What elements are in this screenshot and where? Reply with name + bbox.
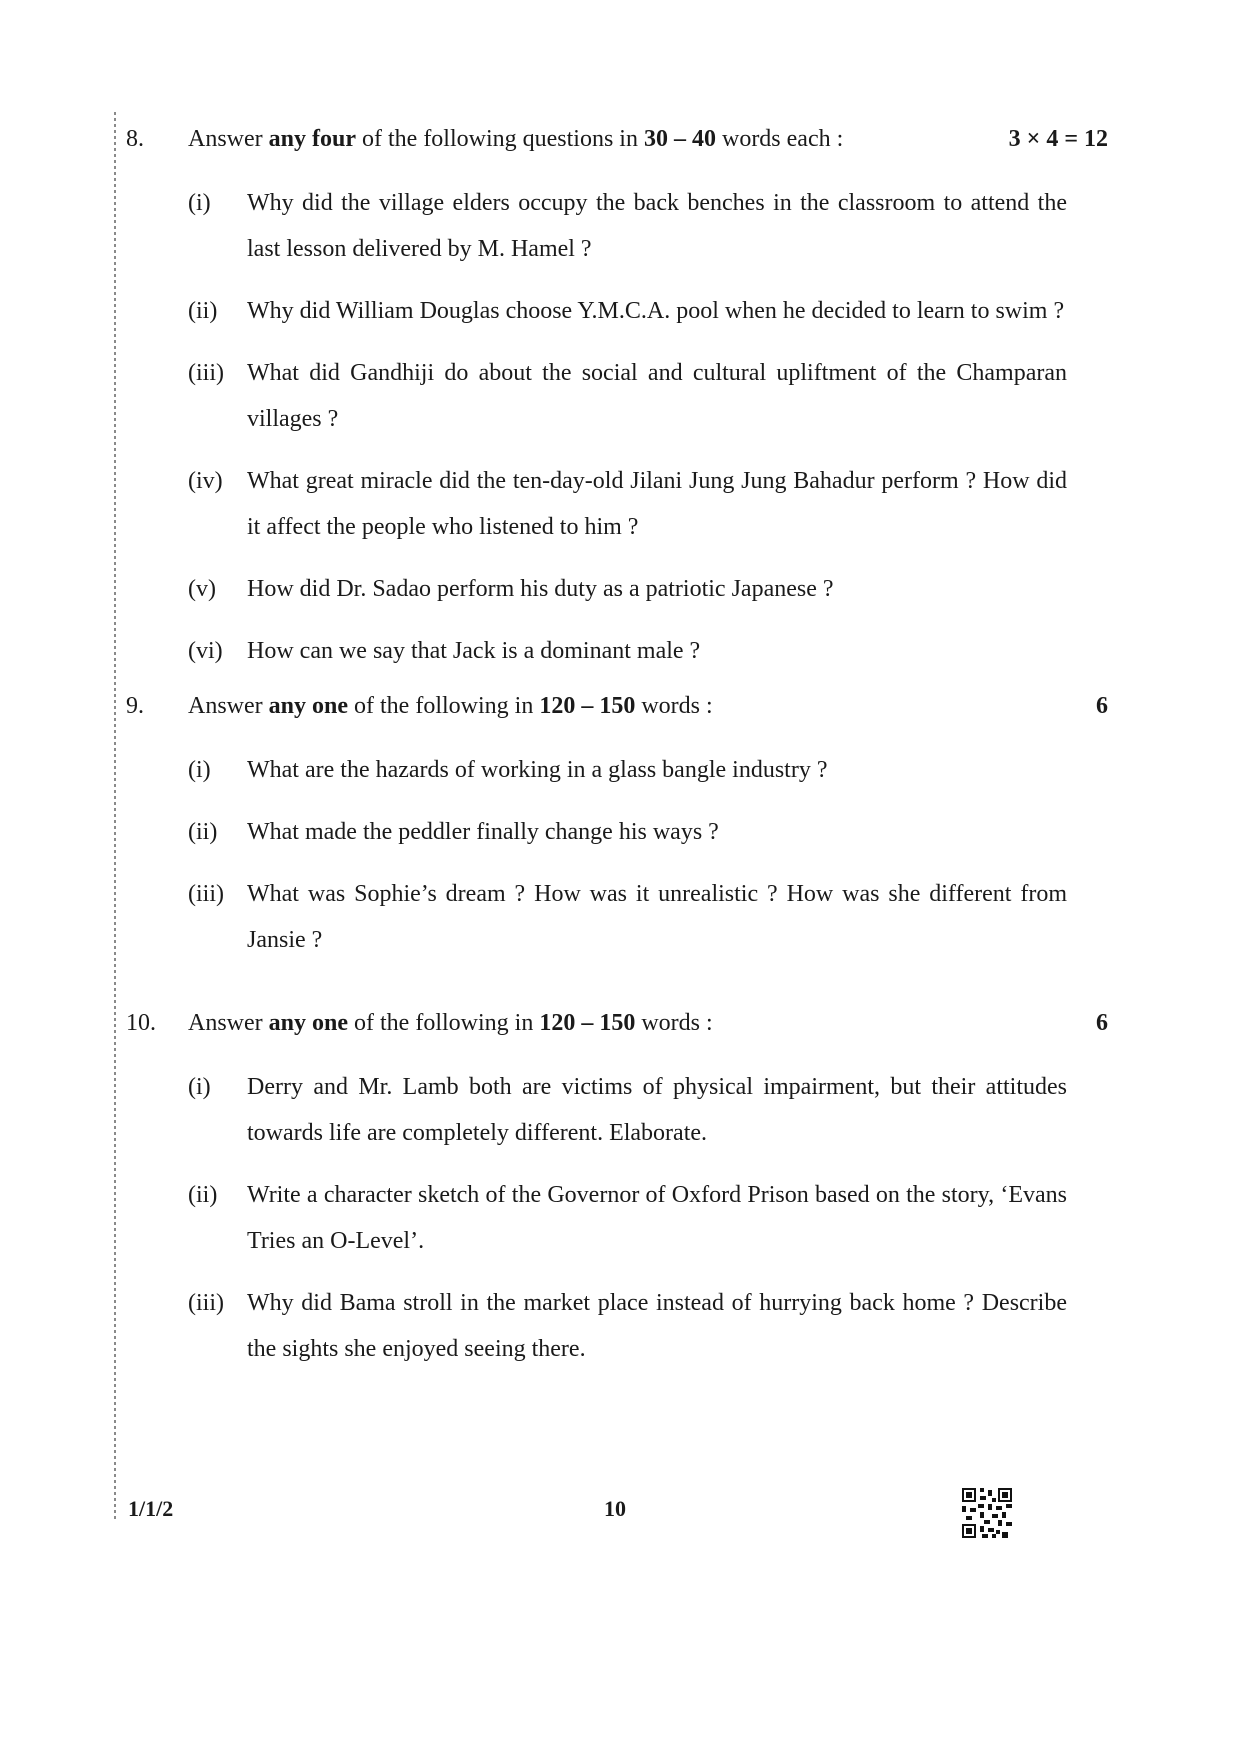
sub-question-text: How did Dr. Sadao perform his duty as a patriotic Japanese ? [247, 576, 834, 602]
sub-question-list [126, 747, 1108, 963]
question-instruction: Answer any one of the following in 120 – 150 words : [188, 1010, 713, 1036]
sub-question-text: How can we say that Jack is a dominant male ? [247, 638, 701, 664]
sub-question [126, 350, 1108, 442]
sub-question-number: (iii) [188, 881, 224, 907]
sub-question-text: What made the peddler finally change his ways ? [247, 819, 719, 845]
sub-question-text: What great miracle did the ten-day-old Jilani Jung Jung Bahadur perform ? How did it affect the people who listened to him ? [247, 468, 1067, 540]
question-8-header [126, 126, 1108, 166]
sub-question-number: (i) [188, 1074, 211, 1100]
question-marks: 6 [1096, 693, 1108, 719]
sub-question [126, 628, 1108, 674]
page-number: 10 [604, 1496, 626, 1521]
sub-question-text: Why did Bama stroll in the market place instead of hurrying back home ? Describe the sights she enjoyed seeing there. [247, 1290, 1067, 1362]
sub-question-text: Derry and Mr. Lamb both are victims of physical impairment, but their attitudes towards life are completely different. Elaborate. [247, 1074, 1067, 1146]
question-8 [126, 126, 1108, 674]
sub-question-text: Write a character sketch of the Governor of Oxford Prison based on the story, ‘Evans Tries an O-Level’. [247, 1182, 1067, 1254]
paper-code: 1/1/2 [128, 1496, 174, 1521]
sub-question-text: What did Gandhiji do about the social and cultural upliftment of the Champaran villages ? [247, 360, 1067, 432]
sub-question [126, 809, 1108, 855]
sub-question [126, 180, 1108, 272]
sub-question [126, 566, 1108, 612]
sub-question [126, 747, 1108, 793]
question-number: 10. [126, 1010, 156, 1036]
sub-question-text: Why did the village elders occupy the back benches in the classroom to attend the last lesson delivered by M. Hamel ? [247, 190, 1067, 262]
sub-question-number: (iv) [188, 468, 223, 494]
sub-question-number: (vi) [188, 638, 223, 664]
binding-margin-line [114, 112, 116, 1522]
sub-question-text: Why did William Douglas choose Y.M.C.A. pool when he decided to learn to swim ? [247, 298, 1065, 324]
question-9 [126, 693, 1108, 963]
question-9-header [126, 693, 1108, 733]
sub-question [126, 1280, 1108, 1372]
sub-question [126, 1064, 1108, 1156]
question-instruction: Answer any four of the following questions in 30 – 40 words each : [188, 126, 844, 152]
question-marks: 3 × 4 = 12 [1008, 126, 1108, 152]
sub-question-number: (iii) [188, 1290, 224, 1316]
sub-question-number: (v) [188, 576, 216, 602]
sub-question [126, 871, 1108, 963]
question-instruction: Answer any one of the following in 120 – 150 words : [188, 693, 713, 719]
sub-question-list [126, 1064, 1108, 1372]
question-10 [126, 1010, 1108, 1372]
sub-question-number: (ii) [188, 298, 218, 324]
question-number: 9. [126, 693, 144, 719]
sub-question-number: (ii) [188, 819, 218, 845]
sub-question-number: (i) [188, 190, 211, 216]
question-number: 8. [126, 126, 144, 152]
sub-question-text: What was Sophie’s dream ? How was it unrealistic ? How was she different from Jansie ? [247, 881, 1067, 953]
sub-question [126, 458, 1108, 550]
sub-question-number: (i) [188, 757, 211, 783]
qr-code-icon [962, 1488, 1012, 1545]
question-10-header [126, 1010, 1108, 1050]
sub-question-list [126, 180, 1108, 674]
sub-question [126, 1172, 1108, 1264]
sub-question-number: (ii) [188, 1182, 218, 1208]
sub-question-number: (iii) [188, 360, 224, 386]
sub-question-text: What are the hazards of working in a glass bangle industry ? [247, 757, 828, 783]
sub-question [126, 288, 1108, 334]
question-marks: 6 [1096, 1010, 1108, 1036]
